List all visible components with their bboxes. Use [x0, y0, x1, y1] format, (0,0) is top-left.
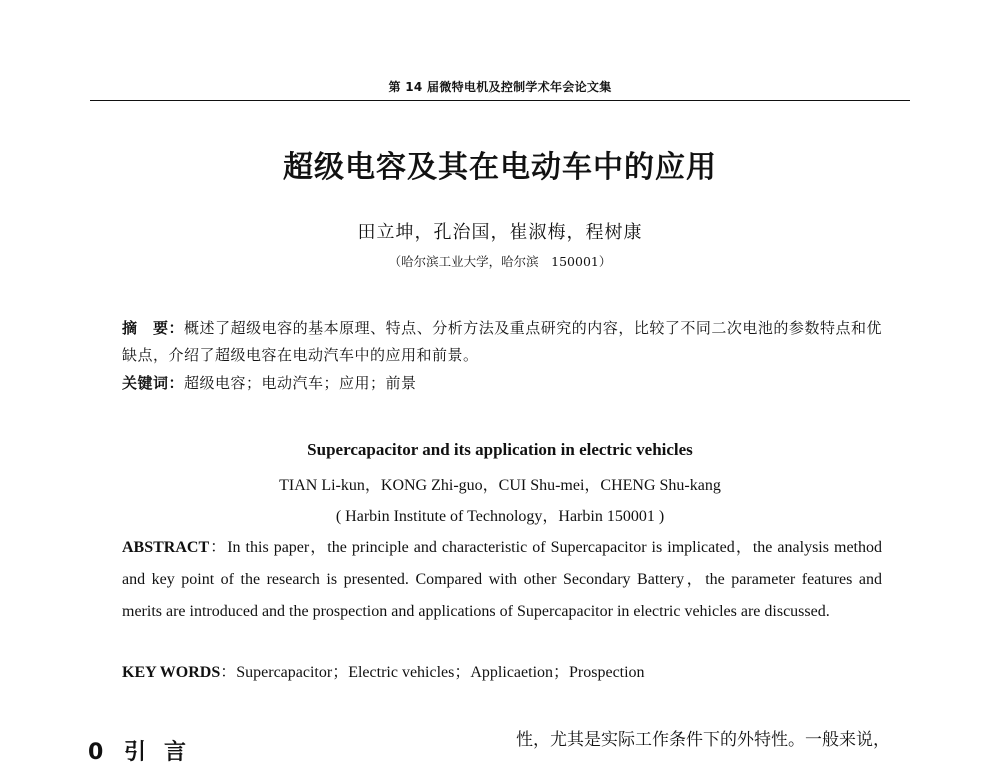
abstract-zh [122, 315, 882, 369]
abstract-text-en: ：In this paper，the principle and characteristic of Supercapacitor is implicated，the analysis method and key point of the research is presented. Compared with other Secondary Battery，the parameter features and merits are introduced and the prospection and applications of Supercapacitor in electric vehicles are discussed. [122, 539, 883, 620]
authors-en: TIAN Li-kun，KONG Zhi-guo，CUI Shu-mei，CHENG Shu-kang [279, 477, 721, 494]
keywords-en [122, 660, 882, 686]
section-heading-introduction [88, 735, 204, 766]
running-header: 第 14 届微特电机及控制学术年会论文集 [388, 80, 612, 94]
abstract-text-zh: 概述了超级电容的基本原理、特点、分析方法及重点研究的内容，比较了不同二次电池的参数特点和优缺点，介绍了超级电容在电动汽车中的应用和前景。 [122, 319, 882, 364]
section-number: 0 [88, 740, 104, 765]
header-rule [90, 100, 910, 101]
keywords-label-zh: 关键词： [122, 374, 185, 392]
keywords-label-en: KEY WORDS [122, 664, 221, 681]
affiliation-en: ( Harbin Institute of Technology，Harbin 150001 ) [335, 508, 665, 525]
keywords-zh [122, 370, 882, 397]
affiliation-zh: （哈尔滨工业大学，哈尔滨 150001） [388, 254, 612, 269]
paper-title-zh: 超级电容及其在电动车中的应用 [283, 150, 717, 185]
keywords-text-en: ：Supercapacitor；Electric vehicles；Applicaetion；Prospection [220, 664, 645, 681]
keywords-text-zh: 超级电容；电动汽车；应用；前景 [184, 374, 417, 392]
abstract-label-zh: 摘 要： [122, 319, 185, 337]
abstract-en [122, 532, 882, 628]
section-title: 引言 [124, 740, 205, 765]
paper-title-en: Supercapacitor and its application in electric vehicles [307, 440, 693, 459]
authors-zh: 田立坤，孔治国，崔淑梅，程树康 [357, 222, 643, 243]
right-column-text: 性，尤其是实际工作条件下的外特性。一般来说， [516, 730, 890, 750]
abstract-label-en: ABSTRACT [122, 539, 210, 556]
